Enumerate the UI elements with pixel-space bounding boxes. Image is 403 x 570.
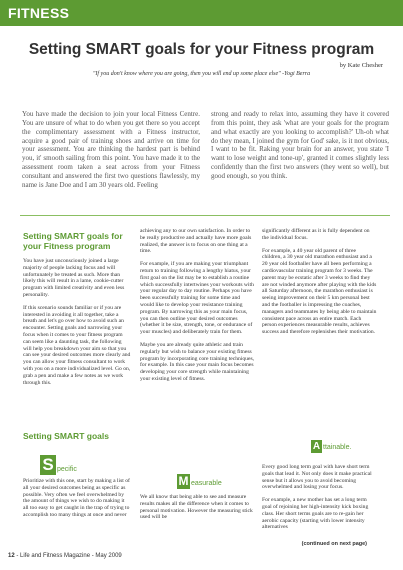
body-column-3 xyxy=(262,228,377,342)
col3-paragraph-1: significantly different as it is fully dependent on the individual focus. xyxy=(262,228,370,241)
col2-paragraph-2: For example, if you are making your triumphant return to training following a lengthy hiatus, your first goal on the list may be to establish a routine which successfully intertwines your workouts with your regular day to day routine. Perhaps you have been successfully training for some time and would like to develop your resistance training program. By narrowing this as your main focus, you can then outline your desired outcomes (whether it be size, strength, tone, or endurance of your muscles) and deliberately train for them. xyxy=(140,261,254,336)
subheading-setting-smart-goals: Setting SMART goals xyxy=(23,431,109,441)
dropcap-letter-s: S xyxy=(40,455,56,475)
col1-paragraph-1: You have just unconsciously joined a large majority of people lacking focus and will unfortunately be treated as such. More than likely this will result in a lame, cookie-cutter program with limited creativity and even less personality. xyxy=(23,258,125,298)
body-column-1-lower xyxy=(23,478,131,525)
col1-paragraph-2: If this scenario sounds familiar or if you are interested in avoiding it all together, take a breath and let's go over how to avoid such an encounter. Setting goals and narrowing your focus when it comes to your fitness program can seem like a daunting task, the following will help you breakdown your aim so that you can see your desired outcomes more clearly and you can allow your fitness consultant to work with you on a more individualized level. Go on, grab a pen and make a few notes as we work through this. xyxy=(23,304,131,386)
article-title: Setting SMART goals for your Fitness program xyxy=(28,41,375,58)
publication-line: - Life and Fitness Magazine - May 2009 xyxy=(14,553,122,559)
page-footer xyxy=(8,553,122,559)
section-divider xyxy=(20,215,390,216)
col3-paragraph-3: Every good long term goal with have short term goals that lead it. Not only does it make practical sense but it allows you to avoid becoming overwhelmed and losing your focus. xyxy=(262,464,372,491)
col2-paragraph-4: We all know that being able to see and measure results makes all the difference when it comes to personal motivation. However the measuring stick used will be xyxy=(140,494,253,521)
section-header-bar xyxy=(0,0,403,26)
intro-left-column: You have made the decision to join your local Fitness Centre. You are unsure of what to do when you get there so you accept the complimentary assessment with a Fitness instructor, acquire a good pair of training shoes and arrive on time for your assessment. You are thinking the hardest part is behind you, it' smooth sailing from this point. You have made it to the assessment room taken a seat across from your Fitness consultant and answered the first two questions flawlessly, my name is Jane Doe and I am 30 years old. Feeling xyxy=(22,110,200,189)
intro-right-column: strong and ready to relax into, assuming they have it covered from this point, they ask 'what are your goals for the program and what exactly are you looking to accomplish?' Uh-oh what do they mean, I joined the gym for God' sake, is it not obvious, I want to be fit. Raking your brain for an answer, you state 'I want to lose weight and tone-up', granted it comes slightly less confidently than the first two answers (they went so well), but good enough, so you think. xyxy=(211,110,389,180)
dropcap-attainable xyxy=(311,440,351,453)
page-number: 12 xyxy=(8,553,15,559)
dropcap-letter-m: M xyxy=(178,474,189,488)
article-quote: "If you don't know where you are going, then you will end up some place else" -Yogi Berra xyxy=(92,71,311,77)
col2-paragraph-3: Maybe you are already quite athletic and train regularly but wish to balance your existing fitness program by incorporating core training techniques, for example. In this case your main focus becomes developing your core strength while maintaining your existing level of fitness. xyxy=(140,341,255,382)
body-column-2-lower xyxy=(140,494,255,527)
body-column-2 xyxy=(140,228,255,389)
dropcap-specific xyxy=(40,455,77,475)
dropcap-rest-measurable: easurable xyxy=(191,480,222,487)
dropcap-measurable xyxy=(177,474,222,489)
col2-paragraph-1: achieving any to our own satisfaction. In order to be really productive and actually have more goals realized, the answer is to focus on one thing at a time. xyxy=(140,228,252,255)
dropcap-rest-attainable: ttainable. xyxy=(323,444,352,451)
subheading-smart-goals-program: Setting SMART goals for your Fitness program xyxy=(23,231,123,251)
dropcap-letter-a: A xyxy=(312,441,321,452)
col3-paragraph-2: For example, a 40 year old parent of three children, a 30 year old marathon enthusiast and a 20 year old footballer have all been performing a cardiovascular training program for 3 weeks. The parent may be ecstatic after 3 weeks to find they are not winded anymore after playing with the kids all Saturday afternoon, the marathon enthusiast is seeing improvement on their 5 km personal best and the footballer is impressing the coaches, managers and teammates by being able to maintain consistent pace across an entire match. Each person experiences measurable results, achieves success and therefore replenishes their motivation. xyxy=(262,247,377,336)
article-byline: by Kate Chesher xyxy=(339,62,383,69)
continued-note: (continued on next page) xyxy=(301,541,367,547)
section-label: FITNESS xyxy=(8,5,70,21)
body-column-3-lower xyxy=(262,464,377,537)
col3-paragraph-4: For example, a new mother has set a long term goal of rejoining her high-intensity kick boxing class. Her short terms goals are to re-gain her aerobic capacity (starting with lower intensity alternatives xyxy=(262,497,369,531)
body-column-1 xyxy=(23,258,131,392)
col1-paragraph-3: Prioritize with this one, start by making a list of all your desired outcomes being as specific as possible. Very often we feel overwhelmed by the amount of things we wish to do making it all too easy to get caught in the trap of trying to accomplish too many things at once and never xyxy=(23,478,130,518)
dropcap-rest-specific: pecific xyxy=(57,466,77,473)
